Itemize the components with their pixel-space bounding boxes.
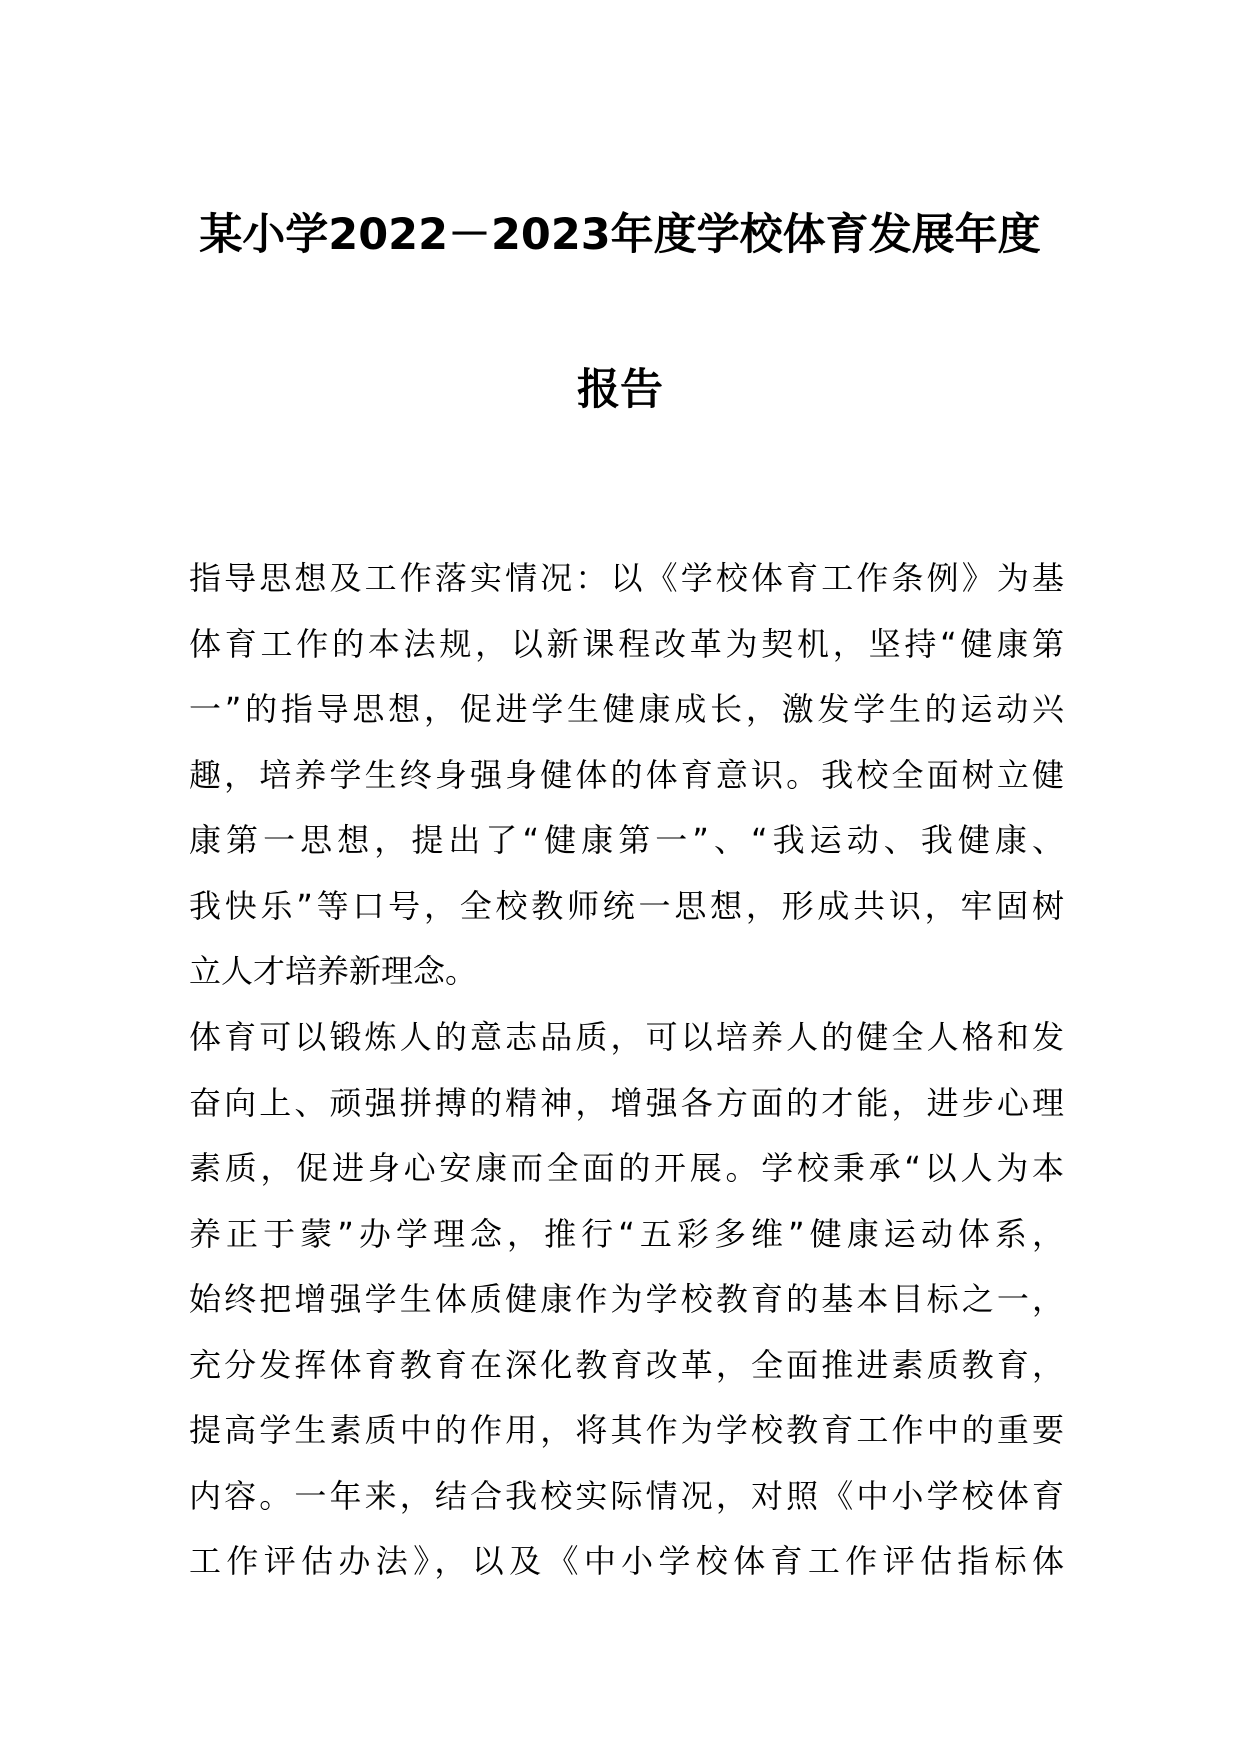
paragraph-line: 体育可以锻炼人的意志品质，可以培养人的健全人格和发	[189, 1018, 1064, 1056]
paragraph-line: 体育工作的本法规，以新课程改革为契机，坚持“健康第	[189, 624, 1064, 663]
paragraph-line: 始终把增强学生体质健康作为学校教育的基本目标之一，	[189, 1280, 1064, 1318]
paragraph-line: 奋向上、顽强拼搏的精神，增强各方面的才能，进步心理	[189, 1083, 1064, 1122]
paragraph-line: 提高学生素质中的作用，将其作为学校教育工作中的重要	[189, 1411, 1064, 1449]
paragraph-line: 我快乐”等口号，全校教师统一思想，形成共识，牢固树	[189, 886, 1064, 925]
paragraph-line: 工作评估办法》，以及《中小学校体育工作评估指标体	[189, 1542, 1064, 1580]
paragraph-line: 内容。一年来，结合我校实际情况，对照《中小学校体育	[189, 1476, 1064, 1515]
document-title-line-2: 报告	[577, 365, 663, 415]
paragraph-line: 立人才培养新理念。	[189, 952, 478, 990]
paragraph-sports-value	[189, 1005, 1064, 1595]
paragraph-guiding-ideology	[189, 546, 1064, 1005]
paragraph-line: 充分发挥体育教育在深化教育改革，全面推进素质教育，	[189, 1345, 1064, 1384]
paragraph-line: 指导思想及工作落实情况：以《学校体育工作条例》为基	[189, 559, 1064, 597]
paragraph-line: 康第一思想，提出了“健康第一”、“我运动、我健康、	[189, 821, 1064, 859]
paragraph-line: 素质，促进身心安康而全面的开展。学校秉承“以人为本	[189, 1149, 1064, 1187]
paragraph-line: 趣，培养学生终身强身健体的体育意识。我校全面树立健	[189, 755, 1064, 794]
document-title-line-1: 某小学2022－2023年度学校体育发展年度	[199, 210, 1041, 260]
paragraph-line: 一”的指导思想，促进学生健康成长，激发学生的运动兴	[189, 690, 1064, 728]
paragraph-line: 养正于蒙”办学理念，推行“五彩多维”健康运动体系，	[189, 1214, 1064, 1253]
